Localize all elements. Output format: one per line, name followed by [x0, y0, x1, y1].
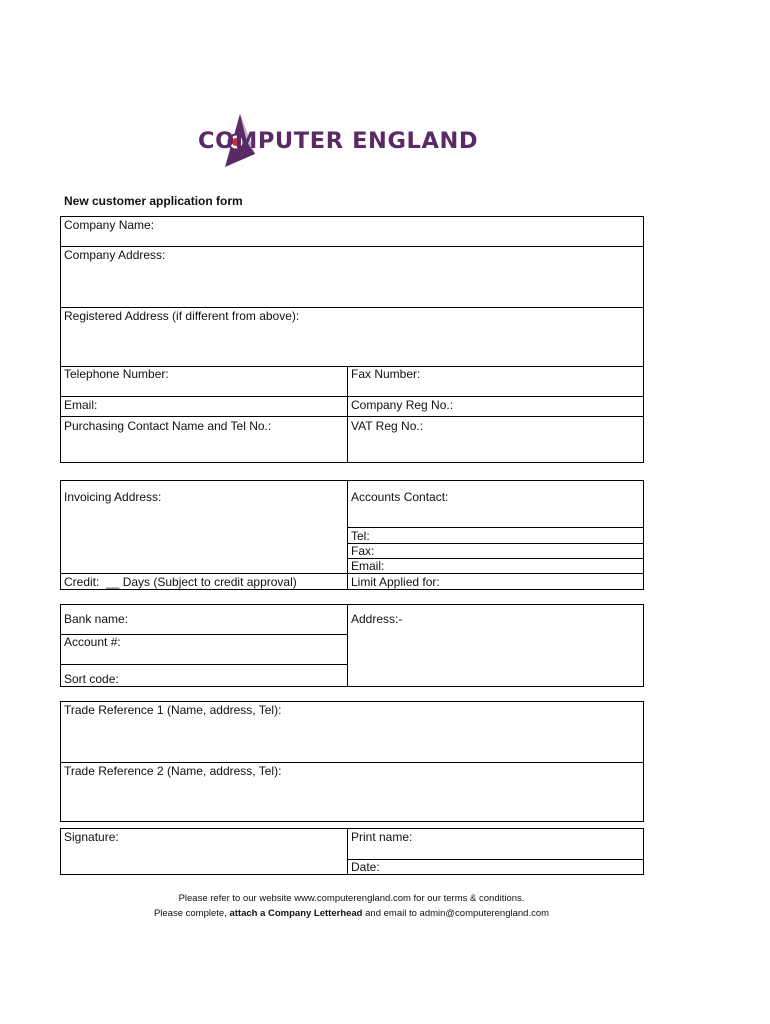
- purchasing-contact-field[interactable]: Purchasing Contact Name and Tel No.:: [64, 419, 272, 433]
- footer-email-instruction: and email to admin@computerengland.com: [362, 908, 550, 919]
- trade-reference-2-field[interactable]: Trade Reference 2 (Name, address, Tel):: [64, 764, 282, 778]
- accounts-email-field[interactable]: Email:: [351, 559, 385, 573]
- accounts-tel-field[interactable]: Tel:: [351, 529, 370, 543]
- print-name-field[interactable]: Print name:: [351, 830, 413, 844]
- vat-reg-field[interactable]: VAT Reg No.:: [351, 419, 424, 433]
- sort-code-field[interactable]: Sort code:: [64, 672, 119, 686]
- account-number-field[interactable]: Account #:: [64, 635, 121, 649]
- signature-field[interactable]: Signature:: [64, 830, 119, 844]
- bank-name-field[interactable]: Bank name:: [64, 612, 129, 626]
- accounts-fax-field[interactable]: Fax:: [351, 544, 375, 558]
- date-field[interactable]: Date:: [351, 860, 380, 874]
- telephone-field[interactable]: Telephone Number:: [64, 367, 169, 381]
- limit-applied-field[interactable]: Limit Applied for:: [351, 575, 440, 589]
- footer-instructions-prefix: Please complete,: [153, 908, 230, 919]
- footer-instructions: [60, 908, 643, 919]
- fax-number-field[interactable]: Fax Number:: [351, 367, 421, 381]
- company-address-field[interactable]: Company Address:: [64, 248, 166, 262]
- footer-letterhead-emphasis: attach a Company Letterhead: [229, 908, 363, 919]
- registered-address-field[interactable]: Registered Address (if different from above):: [64, 309, 300, 323]
- accounts-contact-field[interactable]: Accounts Contact:: [351, 490, 449, 504]
- footer-terms-note: Please refer to our website www.computerengland.com for our terms & conditions.: [178, 893, 525, 904]
- company-reg-field[interactable]: Company Reg No.:: [351, 398, 454, 412]
- credit-days-field[interactable]: Credit: __ Days (Subject to credit approval): [64, 575, 297, 589]
- trade-reference-1-field[interactable]: Trade Reference 1 (Name, address, Tel):: [64, 703, 282, 717]
- bank-address-field[interactable]: Address:-: [351, 612, 403, 626]
- form-title: New customer application form: [64, 194, 243, 208]
- company-name-field[interactable]: Company Name:: [64, 218, 155, 232]
- logo-wordmark: COMPUTER ENGLAND: [198, 128, 479, 154]
- invoicing-address-field[interactable]: Invoicing Address:: [64, 490, 162, 504]
- email-field[interactable]: Email:: [64, 398, 98, 412]
